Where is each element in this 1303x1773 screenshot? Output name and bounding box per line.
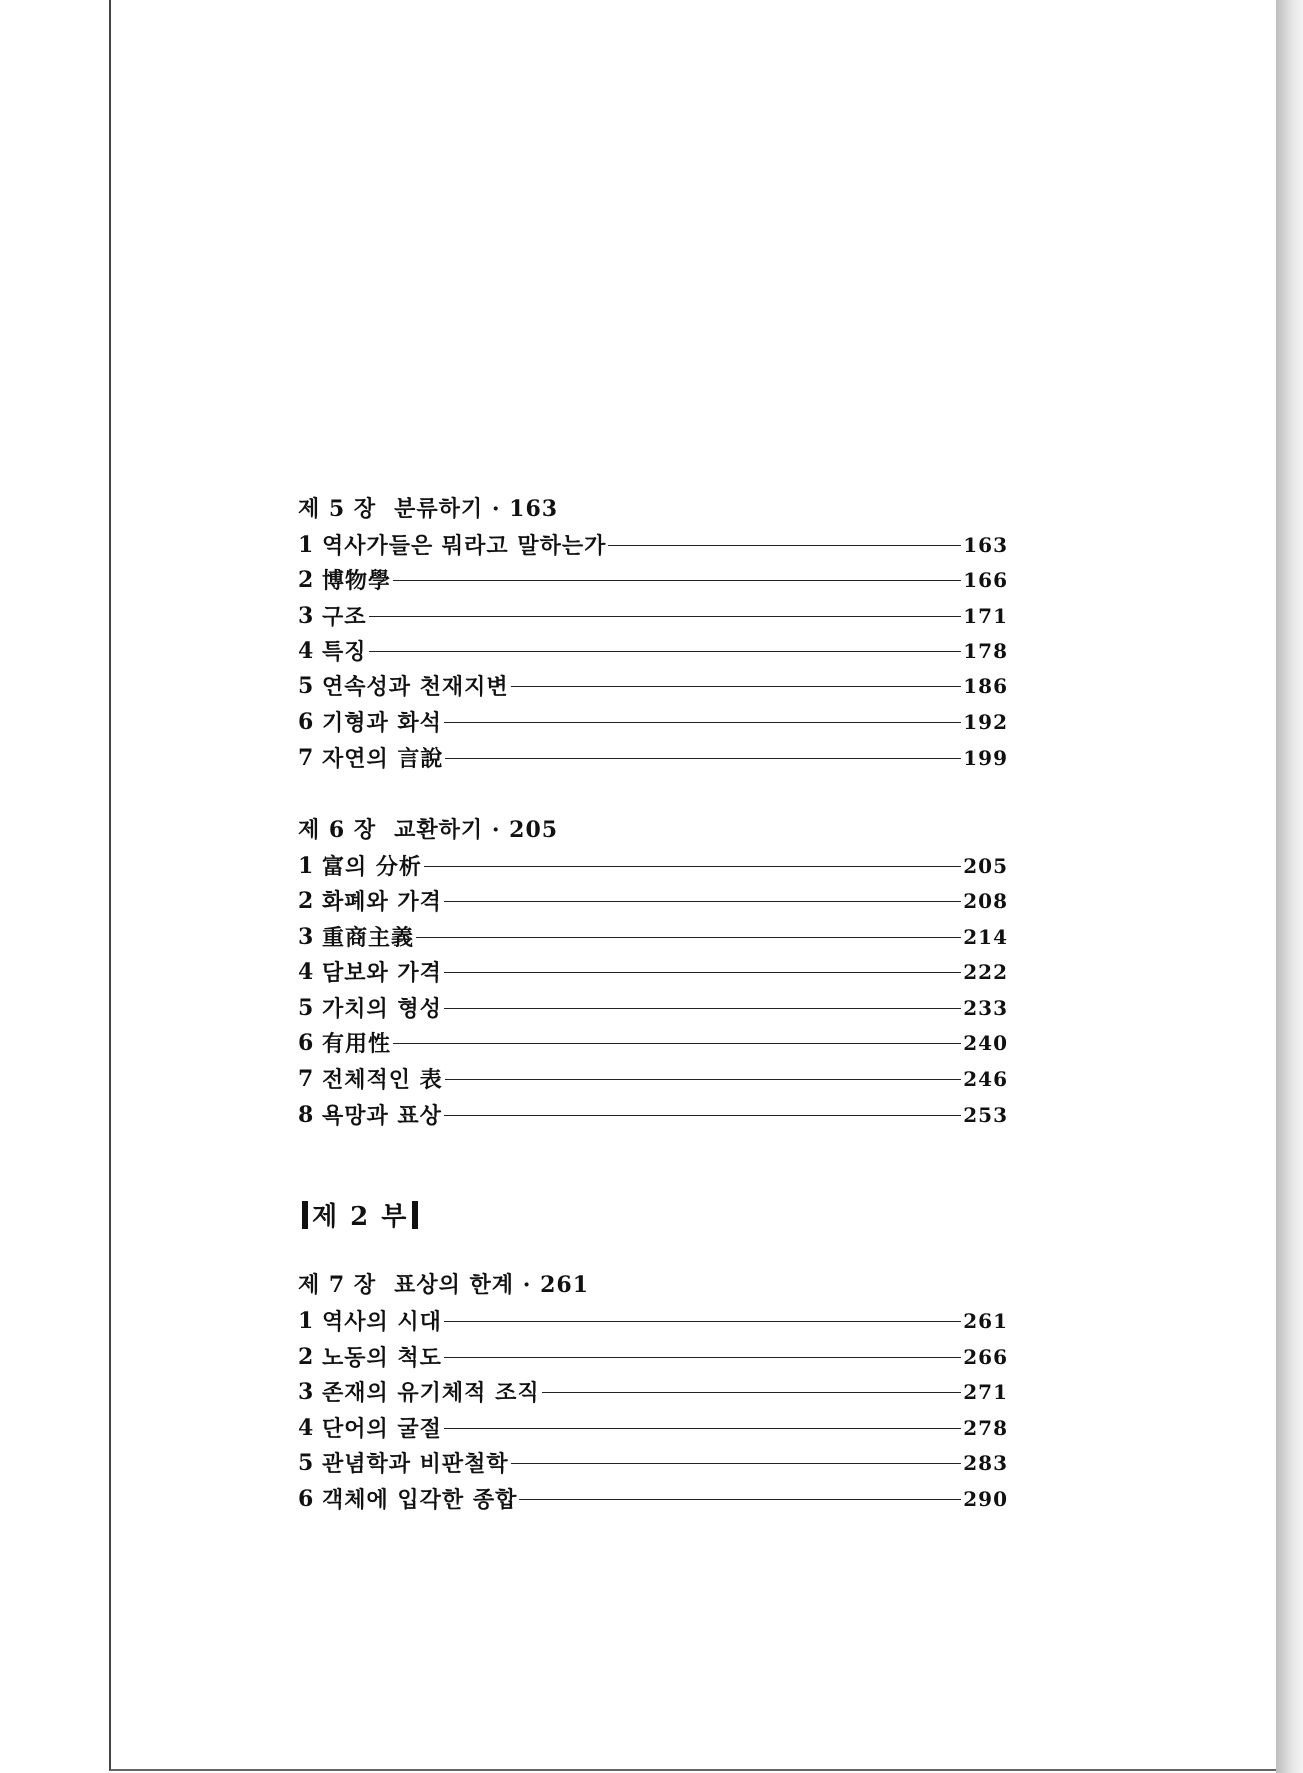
chapter-title: 표상의 한계: [394, 1272, 515, 1298]
toc-entry[interactable]: [298, 742, 1008, 773]
toc-entry[interactable]: [298, 1305, 1008, 1336]
entry-title: 전체적인 表: [322, 1067, 443, 1093]
entry-title: 역사가들은 뭐라고 말하는가: [322, 533, 607, 559]
entry-title: 역사의 시대: [322, 1309, 442, 1335]
dot-leader: [369, 616, 962, 617]
toc-entry[interactable]: [298, 850, 1008, 881]
dot-leader: [445, 758, 961, 759]
dot-leader: [444, 1357, 961, 1358]
entry-page: 205: [963, 853, 1008, 878]
entry-number: 5: [298, 994, 314, 1021]
entry-page: 214: [963, 924, 1008, 949]
entry-number: 1: [298, 531, 314, 558]
entry-title: 관념학과 비판철학: [322, 1451, 509, 1477]
entry-title: 기형과 화석: [322, 710, 442, 736]
entry-title: 富의 分析: [322, 854, 422, 880]
toc-entry[interactable]: [298, 1376, 1008, 1407]
entry-title: 담보와 가격: [322, 960, 442, 986]
entry-page: 271: [963, 1379, 1008, 1404]
entry-number: 6: [298, 1029, 314, 1056]
entry-title: 특징: [322, 639, 367, 665]
chapter-title: 교환하기: [394, 817, 484, 843]
entry-title: 자연의 言說: [322, 746, 444, 772]
chapter-label: 제 5 장: [298, 496, 377, 522]
toc-entry[interactable]: [298, 1483, 1008, 1514]
toc-entry[interactable]: [298, 992, 1008, 1023]
dot-leader: [444, 722, 961, 723]
entry-number: 4: [298, 637, 314, 664]
dot-leader: [519, 1499, 961, 1500]
toc-entry[interactable]: [298, 529, 1008, 560]
dot-leader: [444, 1428, 961, 1429]
entry-page: 290: [963, 1486, 1008, 1511]
dot-leader: [444, 972, 961, 973]
dot-leader: [393, 580, 961, 581]
entry-number: 3: [298, 602, 314, 629]
entry-page: 278: [963, 1415, 1008, 1440]
entry-number: 4: [298, 1414, 314, 1441]
toc-entry[interactable]: [298, 956, 1008, 987]
entry-page: 163: [963, 532, 1008, 557]
entry-title: 객체에 입각한 종합: [322, 1487, 518, 1513]
entry-title: 존재의 유기체적 조직: [322, 1380, 540, 1406]
entry-number: 1: [298, 1307, 314, 1334]
entry-page: 222: [963, 959, 1008, 984]
chapter-page: 163: [509, 496, 559, 522]
part-label: 제 2 부: [312, 1202, 409, 1232]
entry-number: 8: [298, 1101, 314, 1128]
dot-leader: [511, 1463, 962, 1464]
entry-page: 266: [963, 1344, 1008, 1369]
entry-page: 261: [963, 1308, 1008, 1333]
entry-title: 구조: [322, 604, 367, 630]
page-edge-shadow: [1276, 0, 1303, 1773]
entry-page: 283: [963, 1450, 1008, 1475]
entry-title: 화폐와 가격: [322, 889, 442, 915]
entry-page: 166: [963, 567, 1008, 592]
entry-page: 208: [963, 888, 1008, 913]
entry-number: 3: [298, 923, 314, 950]
entry-page: 240: [963, 1030, 1008, 1055]
dot-leader: [444, 901, 961, 902]
toc-entry[interactable]: [298, 1412, 1008, 1443]
chapter-title: 분류하기: [394, 496, 484, 522]
entry-title: 重商主義: [322, 925, 415, 951]
dot-leader: [444, 1321, 961, 1322]
separator-dot: ·: [522, 1272, 532, 1298]
toc-entry[interactable]: [298, 706, 1008, 737]
entry-number: 4: [298, 958, 314, 985]
entry-page: 186: [963, 673, 1008, 698]
entry-number: 6: [298, 1485, 314, 1512]
dot-leader: [424, 866, 961, 867]
chapter-page: 205: [509, 817, 559, 843]
chapter-5-heading: [298, 492, 558, 523]
chapter-6-heading: [298, 813, 558, 844]
entry-number: 5: [298, 672, 314, 699]
part-bracket-left: [302, 1201, 308, 1229]
dot-leader: [608, 545, 961, 546]
chapter-page: 261: [540, 1272, 590, 1298]
part-2-heading: [298, 1196, 422, 1233]
entry-page: 253: [963, 1102, 1008, 1127]
chapter-7-heading: [298, 1268, 589, 1299]
entry-number: 5: [298, 1449, 314, 1476]
entry-number: 2: [298, 887, 314, 914]
entry-page: 178: [963, 638, 1008, 663]
toc-entry[interactable]: [298, 921, 1008, 952]
chapter-label: 제 6 장: [298, 817, 377, 843]
entry-title: 博物學: [322, 568, 392, 594]
toc-entry[interactable]: [298, 1341, 1008, 1372]
entry-title: 단어의 굴절: [322, 1416, 442, 1442]
entry-number: 3: [298, 1378, 314, 1405]
dot-leader: [542, 1392, 962, 1393]
dot-leader: [416, 937, 961, 938]
entry-title: 노동의 척도: [322, 1345, 442, 1371]
toc-entry[interactable]: [298, 635, 1008, 666]
entry-number: 1: [298, 852, 314, 879]
part-bracket-right: [412, 1201, 418, 1229]
entry-title: 연속성과 천재지변: [322, 674, 509, 700]
entry-number: 2: [298, 566, 314, 593]
chapter-label: 제 7 장: [298, 1272, 377, 1298]
entry-title: 욕망과 표상: [322, 1103, 442, 1129]
separator-dot: ·: [491, 496, 501, 522]
toc-entry[interactable]: [298, 600, 1008, 631]
toc-entry[interactable]: [298, 1099, 1008, 1130]
toc-entry[interactable]: [298, 670, 1008, 701]
toc-entry[interactable]: [298, 1027, 1008, 1058]
separator-dot: ·: [491, 817, 501, 843]
dot-leader: [393, 1043, 961, 1044]
entry-title: 가치의 형성: [322, 996, 442, 1022]
entry-title: 有用性: [322, 1031, 392, 1057]
dot-leader: [511, 686, 962, 687]
entry-number: 6: [298, 708, 314, 735]
entry-number: 7: [298, 1065, 314, 1092]
toc-entry[interactable]: [298, 885, 1008, 916]
entry-page: 192: [963, 709, 1008, 734]
dot-leader: [444, 1008, 961, 1009]
dot-leader: [445, 1079, 962, 1080]
entry-page: 233: [963, 995, 1008, 1020]
toc-entry[interactable]: [298, 564, 1008, 595]
dot-leader: [444, 1115, 961, 1116]
entry-page: 246: [963, 1066, 1008, 1091]
dot-leader: [369, 651, 962, 652]
toc-entry[interactable]: [298, 1447, 1008, 1478]
entry-number: 7: [298, 744, 314, 771]
toc-entry[interactable]: [298, 1063, 1008, 1094]
entry-page: 171: [963, 603, 1008, 628]
entry-number: 2: [298, 1343, 314, 1370]
entry-page: 199: [963, 745, 1008, 770]
